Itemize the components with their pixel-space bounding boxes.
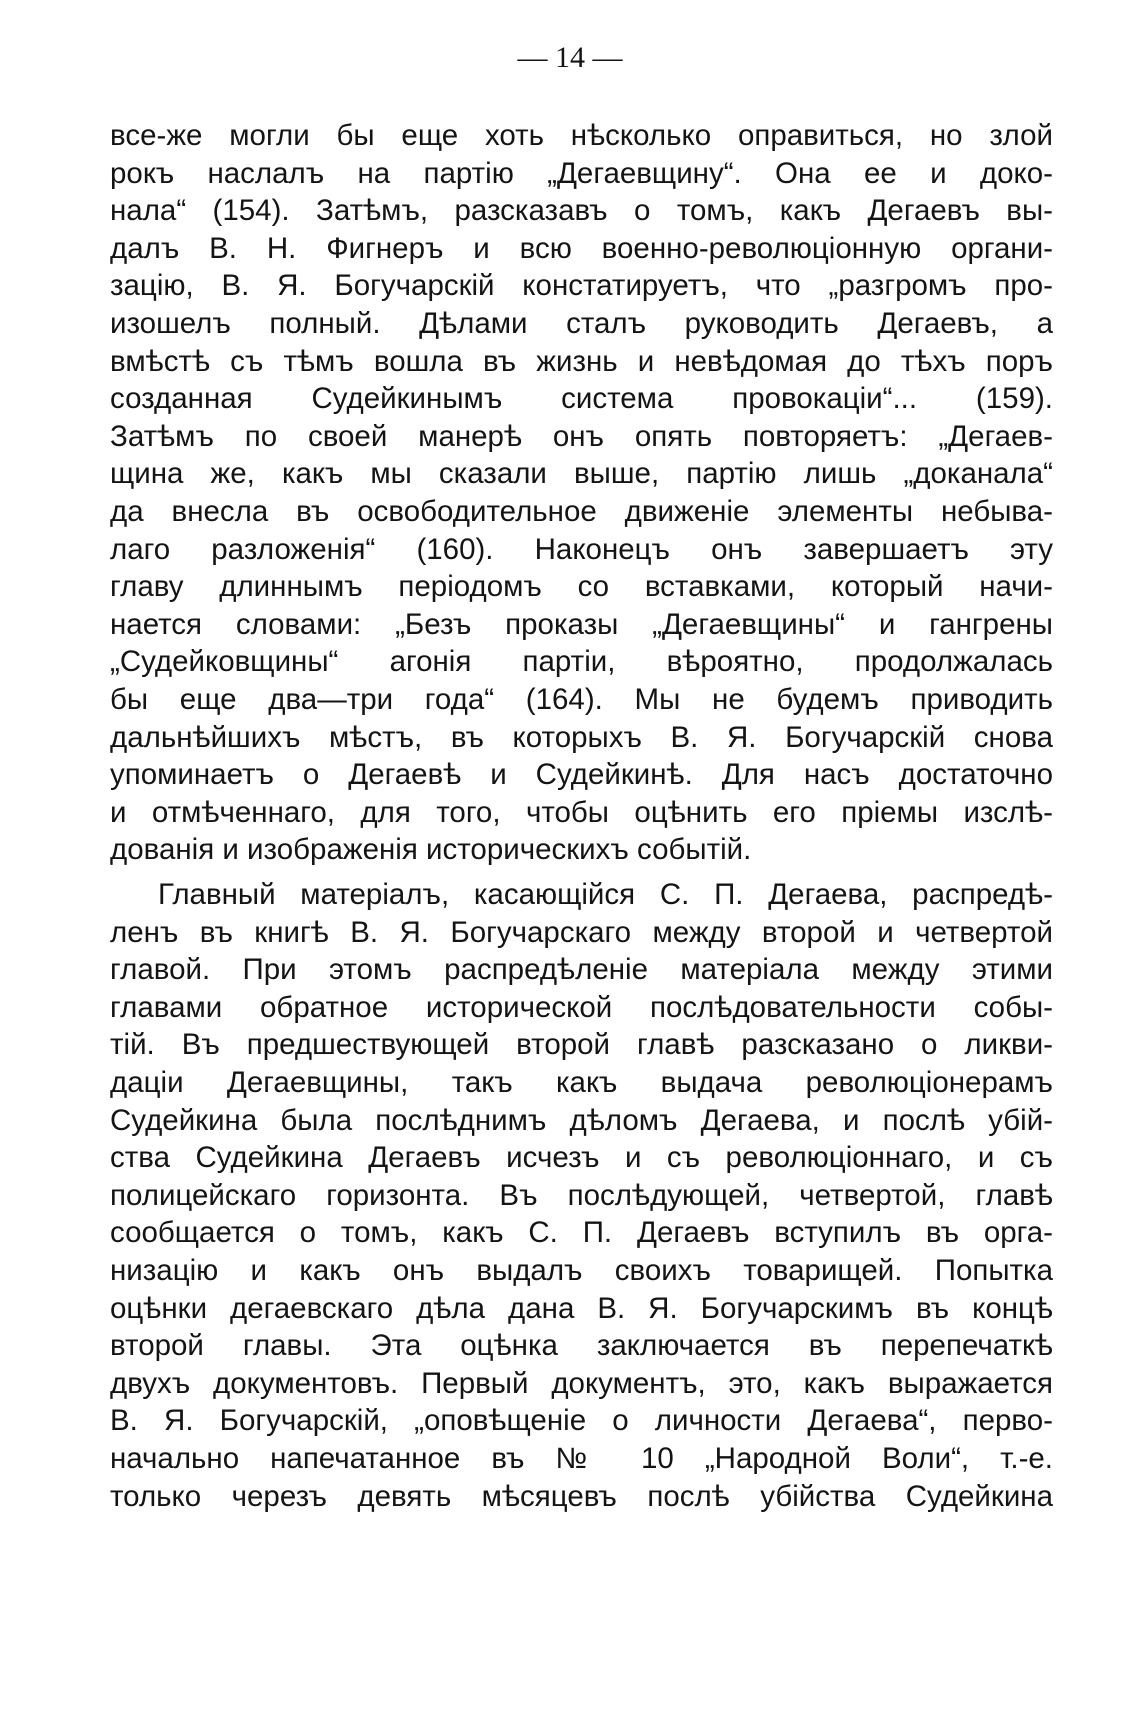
text-line: ства Судейкина Дегаевъ исчезъ и съ революціоннаго, и съ xyxy=(110,1141,1053,1175)
text-line: главой. При этомъ распредѣленіе матеріала между этими xyxy=(110,953,1053,987)
text-line: щина же, какъ мы сказали выше, партію лишь „доканала“ xyxy=(110,457,1053,491)
text-line: Затѣмъ по своей манерѣ онъ опять повторяетъ: „Дегаев- xyxy=(110,419,1053,453)
text-line: зацію, В. Я. Богучарскій констатируетъ, что „разгромъ про- xyxy=(110,269,1053,303)
text-line: и отмѣченнаго, для того, чтобы оцѣнить его пріемы изслѣ- xyxy=(110,795,1053,829)
text-line: нается словами: „Безъ проказы „Дегаевщины“ и гангрены xyxy=(110,607,1053,641)
text-line: все-же могли бы еще хоть нѣсколько оправиться, но злой xyxy=(110,119,1053,152)
text-line: нала“ (154). Затѣмъ, разсказавъ о томъ, какъ Дегаевъ вы- xyxy=(110,194,1053,228)
text-line: упоминаетъ о Дегаевѣ и Судейкинѣ. Для насъ достаточно xyxy=(110,758,1053,792)
text-line: второй главы. Эта оцѣнка заключается въ перепечаткѣ xyxy=(110,1329,1053,1363)
text-line: рокъ наслалъ на партію „Дегаевщину“. Она ее и доко- xyxy=(110,156,1053,190)
text-line: „Судейковщины“ агонія партіи, вѣроятно, продолжалась xyxy=(110,645,1053,679)
text-line: двухъ документовъ. Первый документъ, это, какъ выражается xyxy=(110,1366,1053,1400)
text-line: тій. Въ предшествующей второй главѣ разсказано о ликви- xyxy=(110,1028,1053,1062)
text-line: ленъ въ книгѣ В. Я. Богучарскаго между второй и четвертой xyxy=(110,915,1053,949)
text-line: низацію и какъ онъ выдалъ своихъ товарищей. Попытка xyxy=(110,1253,1053,1287)
paragraph-2 xyxy=(110,876,1053,1515)
text-line: даціи Дегаевщины, такъ какъ выдача революціонерамъ xyxy=(110,1065,1053,1099)
text-line: да внесла въ освободительное движеніе элементы небыва- xyxy=(110,494,1053,528)
text-line: дованія и изображенія историческихъ событій. xyxy=(110,833,752,867)
text-line: изошелъ полный. Дѣлами сталъ руководить Дегаевъ, а xyxy=(110,306,1053,340)
text-line: главами обратное исторической послѣдовательности собы- xyxy=(110,990,1053,1024)
text-line: В. Я. Богучарскій, „оповѣщеніе о личности Дегаева“, перво- xyxy=(110,1404,1053,1438)
text-line: Главный матеріалъ, касающійся С. П. Дегаева, распредѣ- xyxy=(158,878,1053,911)
paragraph-1 xyxy=(110,117,1053,869)
text-line: начально напечатанное въ № 10 „Народной Воли“, т.-е. xyxy=(110,1441,1053,1475)
text-line: далъ В. Н. Фигнеръ и всю военно-революціонную органи- xyxy=(110,231,1053,265)
text-line: лаго разложенія“ (160). Наконецъ онъ завершаетъ эту xyxy=(110,532,1053,566)
text-line: полицейскаго горизонта. Въ послѣдующей, четвертой, главѣ xyxy=(110,1178,1053,1212)
text-line: дальнѣйшихъ мѣстъ, въ которыхъ В. Я. Богучарскій снова xyxy=(110,720,1053,754)
page-number: — 14 — xyxy=(517,41,623,74)
text-line: сообщается о томъ, какъ С. П. Дегаевъ вступилъ въ орга- xyxy=(110,1216,1053,1250)
text-line: вмѣстѣ съ тѣмъ вошла въ жизнь и невѣдомая до тѣхъ поръ xyxy=(110,344,1053,378)
text-line: созданная Судейкинымъ система провокаціи“... (159). xyxy=(110,382,1053,416)
text-line: оцѣнки дегаевскаго дѣла дана В. Я. Богучарскимъ въ концѣ xyxy=(110,1291,1053,1325)
text-line: только черезъ девять мѣсяцевъ послѣ убійства Судейкина xyxy=(110,1479,1053,1513)
text-line: главу длиннымъ періодомъ со вставками, который начи- xyxy=(110,570,1053,604)
text-line: Судейкина была послѣднимъ дѣломъ Дегаева, и послѣ убій- xyxy=(110,1103,1053,1137)
text-line: бы еще два—три года“ (164). Мы не будемъ приводить xyxy=(110,682,1053,716)
